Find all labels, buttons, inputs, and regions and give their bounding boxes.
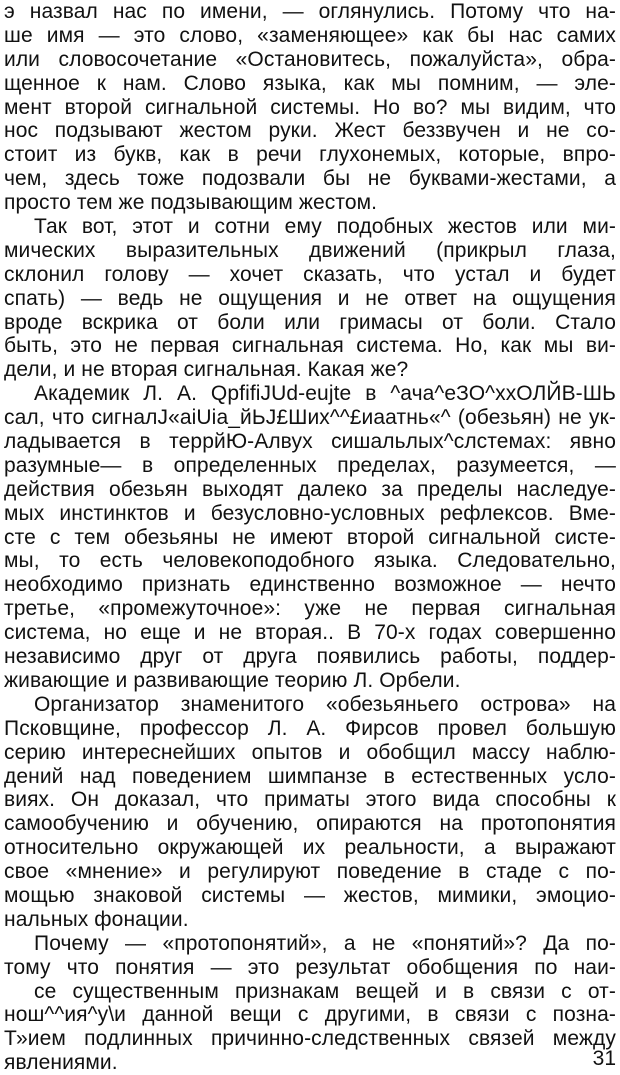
- book-page-text: [4, 0, 616, 1075]
- text-line: третье, «промежуточное»: уже не первая сигнальная: [4, 597, 616, 621]
- text-line: Т»ием подлинных причинно-следственных связей между: [4, 1027, 616, 1051]
- text-line: дели, и не вторая сигнальная. Какая же?: [4, 358, 409, 382]
- text-line: разумные— в определенных пределах, разумеется, —: [4, 453, 616, 477]
- text-line: явлениями.: [4, 1051, 118, 1075]
- page-number: 31: [592, 1047, 616, 1070]
- text-line: Почему — «протопонятий», а не «понятий»? Да по-: [34, 931, 616, 955]
- text-line: система, но еще и не вторая.. В 70-х годах совершенно: [4, 621, 616, 645]
- text-line: чем, здесь тоже подозвали бы не буквами-жестами, а: [4, 167, 616, 191]
- text-line: необходимо признать единственно возможное — нечто: [4, 573, 616, 597]
- text-line: живающие и развивающие теорию Л. Орбели.: [4, 668, 461, 692]
- text-line: мощью знаковой системы — жестов, мимики, эмоцио-: [4, 883, 616, 907]
- text-line: относительно окружающей их реальности, а выражают: [4, 836, 616, 860]
- text-line: щенное к нам. Слово языка, как мы помним, — эле-: [4, 71, 616, 95]
- text-line: нош^^ия^у\и данной вещи с другими, в связи с позна-: [4, 1003, 616, 1027]
- text-line: Так вот, этот и сотни ему подобных жестов или ми-: [34, 215, 616, 239]
- text-line: дений над поведением шимпанзе в естественных усло-: [4, 764, 616, 788]
- text-line: сте с тем обезьяны не имеют второй сигнальной систе-: [4, 525, 616, 549]
- text-line: Организатор знаменитого «обезьяньего острова» на: [34, 692, 616, 716]
- text-line: самообучению и обучению, опираются на протопонятия: [4, 812, 616, 836]
- text-line: нос подзывают жестом руки. Жест беззвучен и не со-: [4, 119, 616, 143]
- text-line: спать) — ведь не ощущения и не ответ на ощущения: [4, 286, 616, 310]
- text-line: серию интереснейших опытов и обобщил массу наблю-: [4, 740, 616, 764]
- text-line: се существенным признакам вещей и в связи с от-: [34, 979, 616, 1003]
- text-line: склонил голову — хочет сказать, что устал и будет: [4, 262, 616, 286]
- text-line: просто тем же подзывающим жестом.: [4, 191, 378, 215]
- text-line: виях. Он доказал, что приматы этого вида способны к: [4, 788, 616, 812]
- text-line: э назвал нас по имени, — оглянулись. Потому что на-: [4, 0, 616, 23]
- text-line: мых инстинктов и безусловно-условных рефлексов. Вме-: [4, 501, 616, 525]
- text-line: Академик Л. А. QpfifiJUd-eujte в ^ача^еЗО^ххОЛЙВ-ШЬ: [34, 382, 616, 406]
- text-line: мических выразительных движений (прикрыл глаза,: [4, 238, 616, 262]
- text-line: сал, что сигналJ«aiUia_йЬJ£Ших^^£иаатнь«^ (обезьян) не ук-: [4, 406, 616, 430]
- text-line: нальных фонации.: [4, 907, 189, 931]
- text-line: быть, это не первая сигнальная система. Но, как мы ви-: [4, 334, 616, 358]
- text-line: тому что понятия — это результат обобщения по наи-: [4, 955, 616, 979]
- text-line: ше имя — это слово, «заменяющее» как бы нас самих: [4, 23, 616, 47]
- text-line: ладывается в террйЮ-Алвух сишальлых^слстемах: явно: [4, 430, 616, 454]
- text-line: стоит из букв, как в речи глухонемых, которые, впро-: [4, 143, 616, 167]
- text-line: действия обезьян выходят далеко за пределы наследуе-: [4, 477, 616, 501]
- text-line: мы, то есть человекоподобного языка. Следовательно,: [4, 549, 616, 573]
- text-line: мент второй сигнальной системы. Но во? мы видим, что: [4, 95, 616, 119]
- text-line: независимо друг от друга появились работы, поддер-: [4, 645, 616, 669]
- text-line: Псковщине, профессор Л. А. Фирсов провел большую: [4, 716, 616, 740]
- text-line: вроде вскрика от боли или гримасы от боли. Стало: [4, 310, 616, 334]
- text-line: свое «мнение» и регулируют поведение в стаде с по-: [4, 860, 616, 884]
- text-line: или словосочетание «Остановитесь, пожалуйста», обра-: [4, 47, 616, 71]
